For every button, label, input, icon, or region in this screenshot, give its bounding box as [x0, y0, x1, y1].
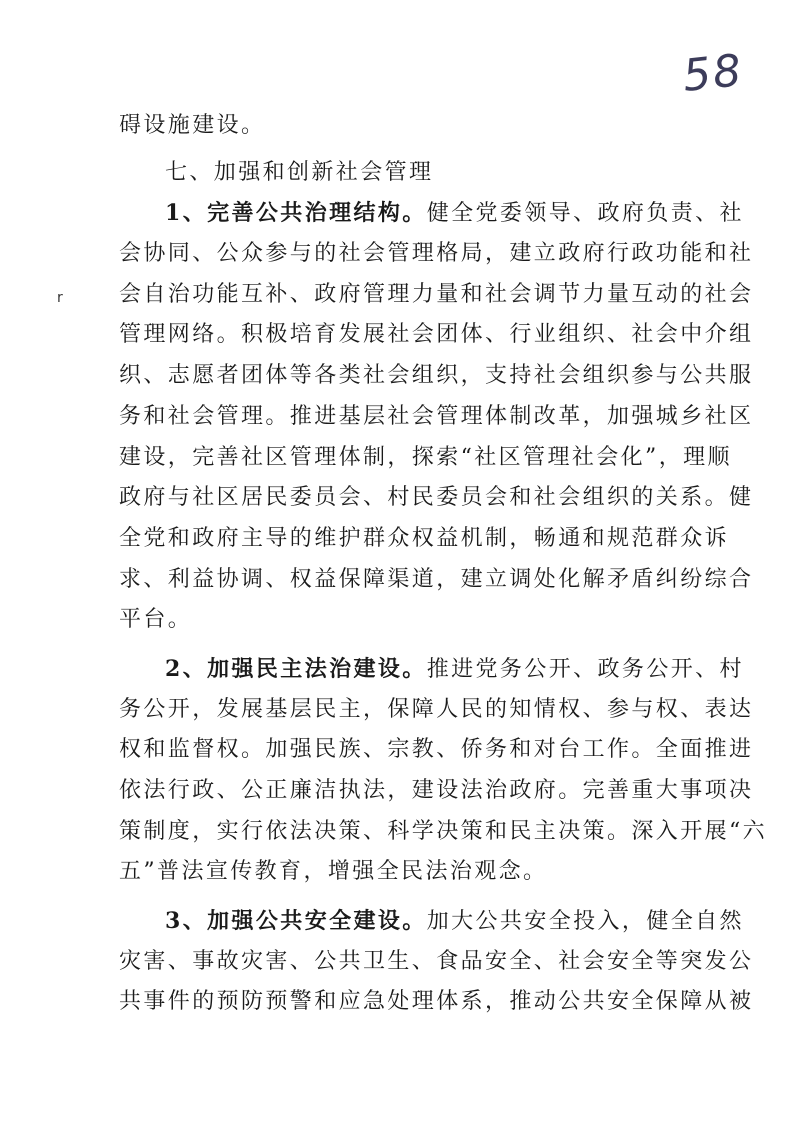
text-line: 依法行政、公正廉洁执法，建设法治政府。完善重大事项决 [119, 778, 754, 803]
paragraph-first-line [119, 901, 744, 942]
text-line: 务和社会管理。推进基层社会管理体制改革，加强城乡社区 [119, 403, 754, 429]
text-line: 织、志愿者团体等各类社会组织，支持社会组织参与公共服 [119, 363, 754, 389]
text-run: 加大公共安全投入，健全自然 [426, 909, 744, 935]
text-line: 务公开，发展基层民主，保障人民的知情权、参与权、表达 [119, 696, 754, 722]
text-line: 平台。 [119, 607, 193, 633]
margin-mark: r [57, 290, 63, 306]
text-line: 会自治功能互补、政府管理力量和社会调节力量互动的社会 [119, 281, 754, 307]
text-line: 全党和政府主导的维护群众权益机制，畅通和规范群众诉 [119, 525, 730, 551]
text-line: 共事件的预防预警和应急处理体系，推动公共安全保障从被 [119, 989, 754, 1015]
text-line: 会协同、公众参与的社会管理格局，建立政府行政功能和社 [119, 241, 754, 267]
text-line: 管理网络。积极培育发展社会团体、行业组织、社会中介组 [119, 322, 754, 348]
text-line: 权和监督权。加强民族、宗教、侨务和对台工作。全面推进 [119, 737, 754, 763]
text-line: 政府与社区居民委员会、村民委员会和社会组织的关系。健 [119, 485, 754, 511]
paragraph-first-line [119, 193, 744, 234]
text-run: 健全党委领导、政府负责、社 [426, 201, 744, 227]
text-line: 求、利益协调、权益保障渠道，建立调处化解矛盾纠纷综合 [119, 566, 754, 592]
paragraph-first-line [119, 649, 744, 690]
paragraph-title: 2、加强民主法治建设。 [165, 655, 427, 682]
paragraph-title: 3、加强公共安全建设。 [165, 908, 427, 935]
text-line: 策制度，实行依法决策、科学决策和民主决策。深入开展“六 [119, 818, 768, 844]
section-heading: 七、加强和创新社会管理 [165, 159, 434, 185]
document-body [119, 106, 768, 1023]
handwritten-page-number: 58 [680, 45, 746, 102]
text-run: 推进党务公开、政务公开、村 [426, 656, 744, 682]
text-line: 五”普法宣传教育，增强全民法治观念。 [119, 859, 548, 885]
text-line: 建设，完善社区管理体制，探索“社区管理社会化”，理顺 [119, 444, 732, 470]
text-line: 灾害、事故灾害、公共卫生、食品安全、社会安全等突发公 [119, 948, 754, 974]
paragraph-title: 1、完善公共治理结构。 [165, 200, 427, 227]
text-line: 碍设施建设。 [119, 113, 266, 138]
